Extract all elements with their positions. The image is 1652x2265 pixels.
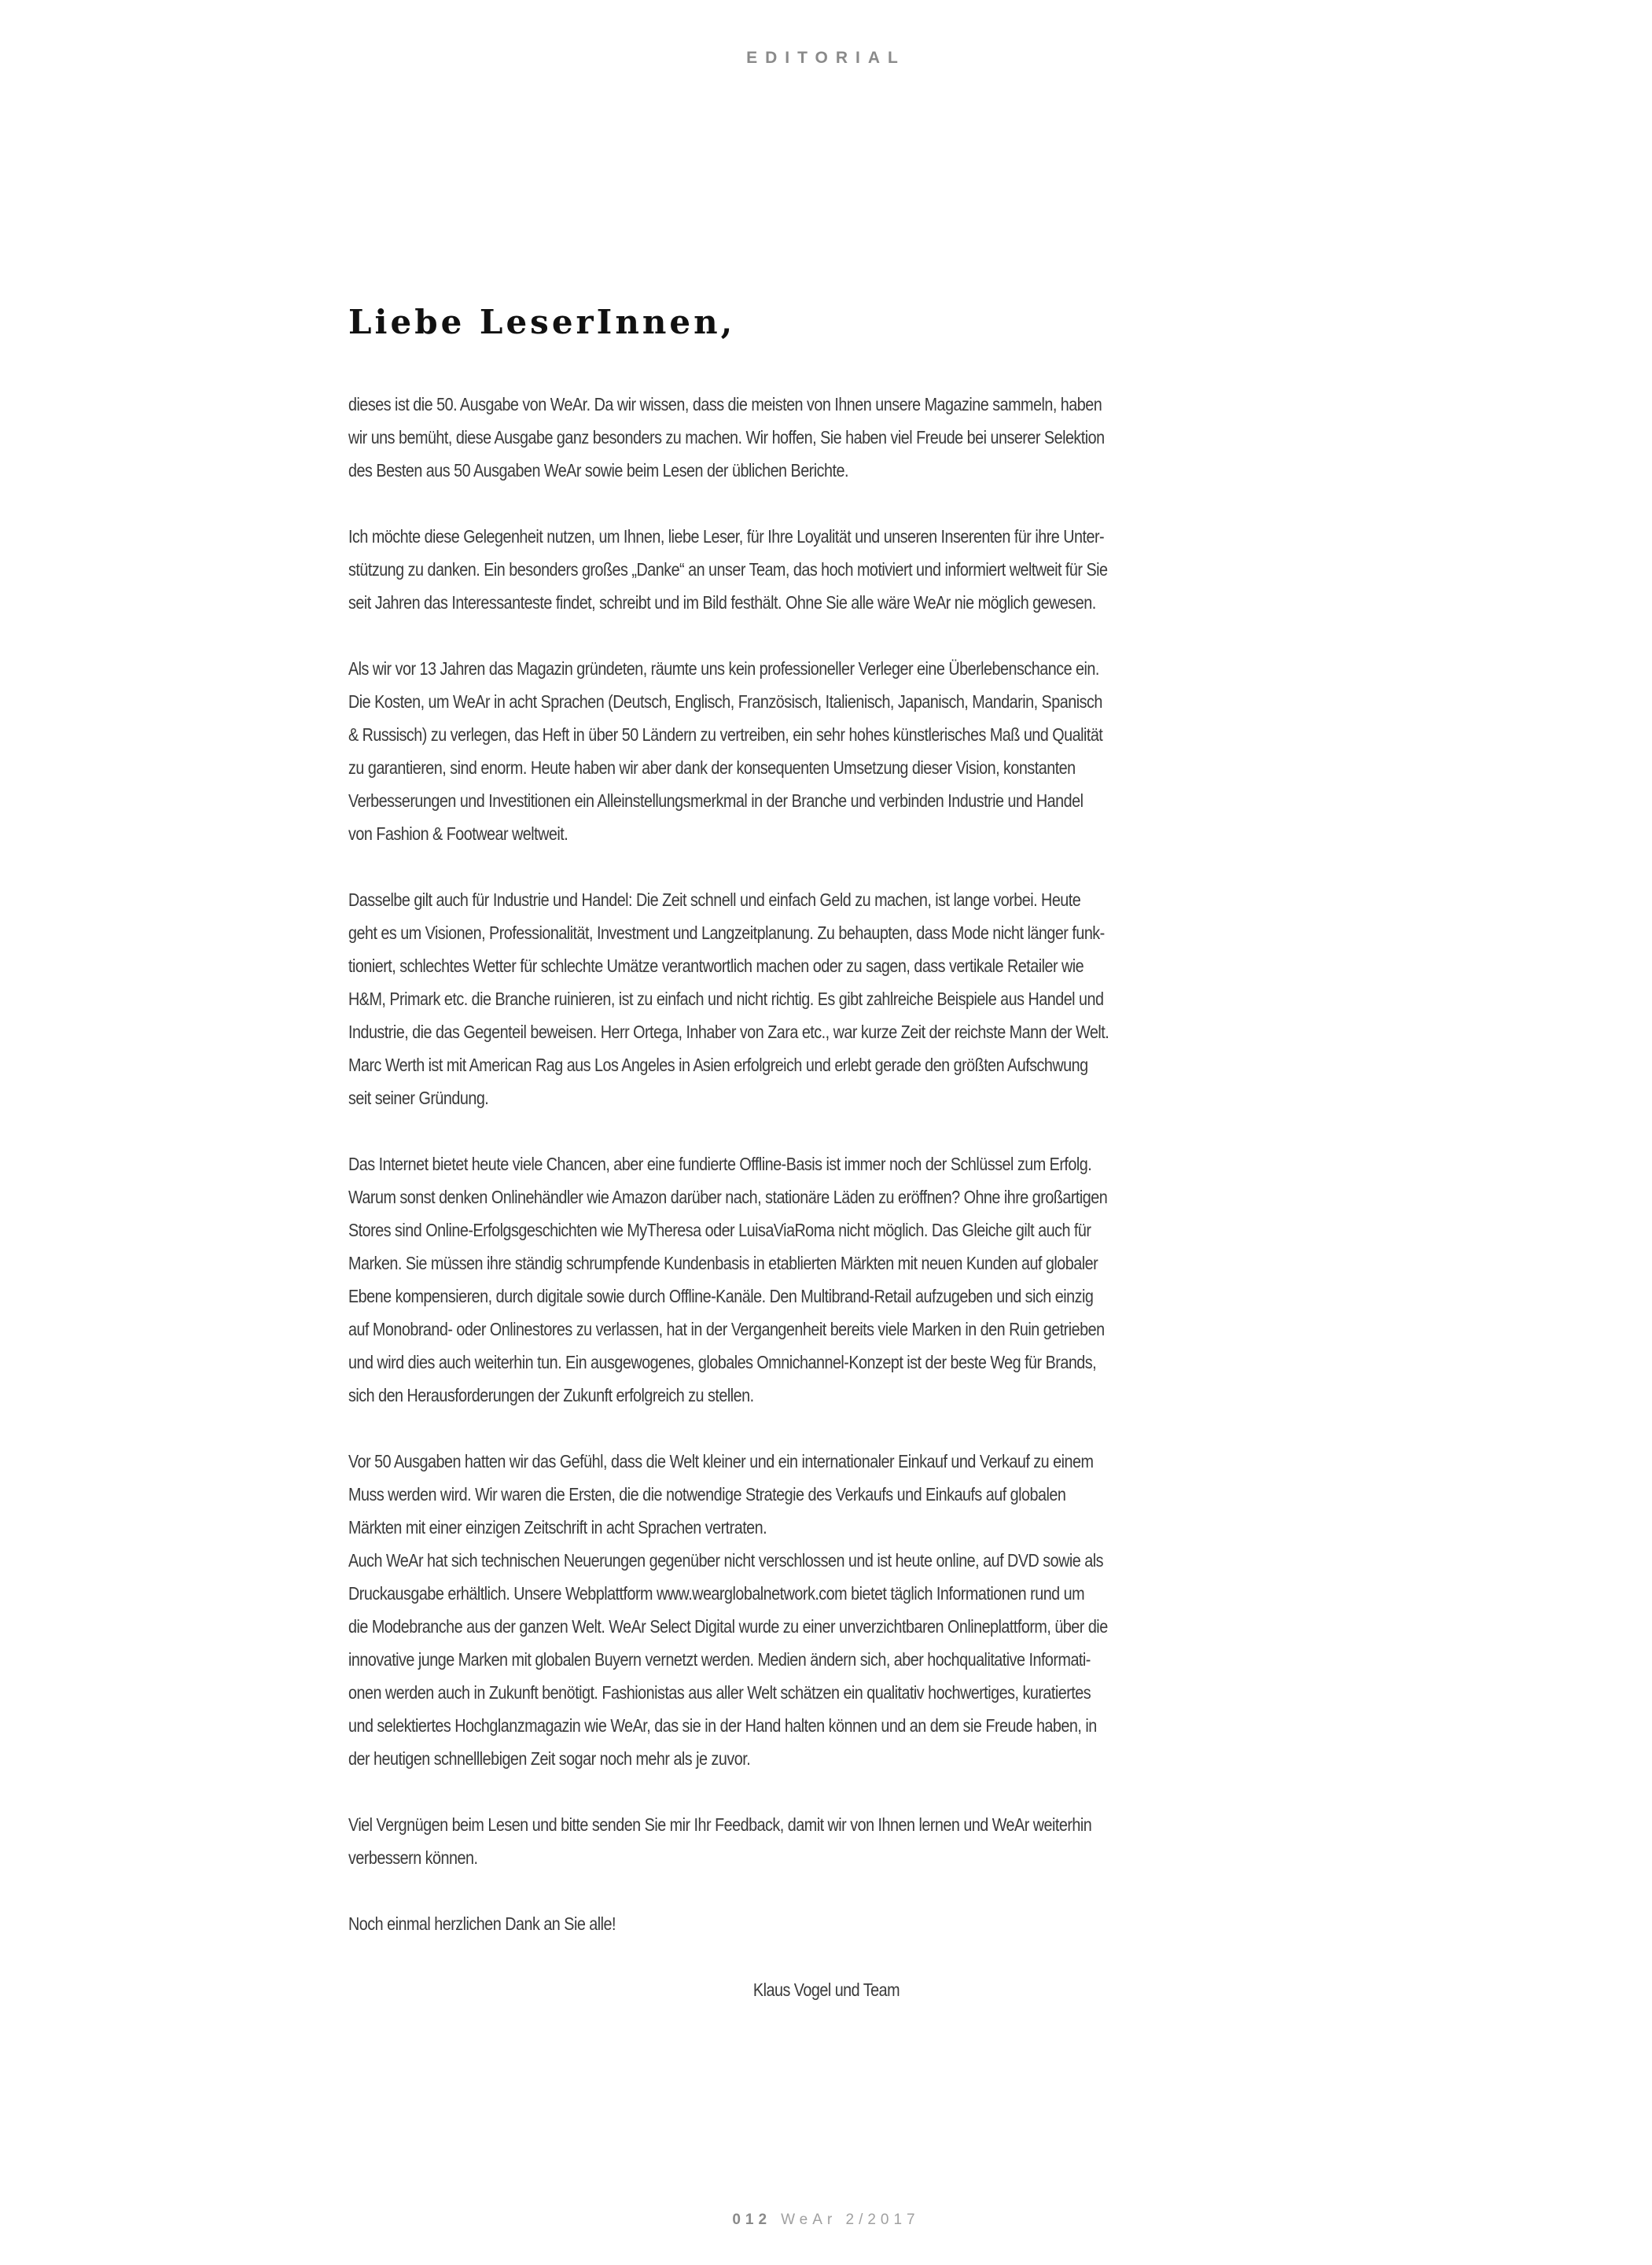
paragraph: [348, 1907, 1304, 1940]
text-line: tioniert, schlechtes Wetter für schlechte Umätze verantwortlich machen oder zu sagen, dass vertikale Retailer wie: [348, 956, 1084, 976]
text-line: Als wir vor 13 Jahren das Magazin gründeten, räumte uns kein professioneller Verleger eine Überlebenschance ein.: [348, 658, 1099, 679]
text-line: Marken. Sie müssen ihre ständig schrumpfende Kundenbasis in etablierten Märkten mit neuen Kunden auf globaler: [348, 1253, 1098, 1273]
paragraph: [348, 520, 1304, 619]
text-line: von Fashion & Footwear weltweit.: [348, 823, 568, 844]
text-line: des Besten aus 50 Ausgaben WeAr sowie beim Lesen der üblichen Berichte.: [348, 460, 848, 481]
text-line: Auch WeAr hat sich technischen Neuerungen gegenüber nicht verschlossen und ist heute online, auf DVD sowie als: [348, 1550, 1103, 1571]
text-line: Märkten mit einer einzigen Zeitschrift in acht Sprachen vertraten.: [348, 1517, 767, 1538]
text-line: Stores sind Online-Erfolgsgeschichten wie MyTheresa oder LuisaViaRoma nicht möglich. Das Gleiche gilt auch für: [348, 1220, 1091, 1240]
text-line: geht es um Visionen, Professionalität, Investment und Langzeitplanung. Zu behaupten, dass Mode nicht länger funk-: [348, 923, 1105, 943]
text-line: und wird dies auch weiterhin tun. Ein ausgewogenes, globales Omnichannel-Konzept ist der beste Weg für Brands,: [348, 1352, 1097, 1372]
text-line: Marc Werth ist mit American Rag aus Los Angeles in Asien erfolgreich und erlebt gerade den größten Aufschwung: [348, 1055, 1088, 1075]
paragraph: [348, 1808, 1304, 1874]
signature: Klaus Vogel und Team: [752, 1980, 900, 2000]
paragraph: [348, 1445, 1304, 1544]
text-line: Industrie, die das Gegenteil beweisen. Herr Ortega, Inhaber von Zara etc., war kurze Zeit der reichste Mann der Welt.: [348, 1022, 1109, 1042]
text-line: Vor 50 Ausgaben hatten wir das Gefühl, dass die Welt kleiner und ein internationaler Einkauf und Verkauf zu einem: [348, 1451, 1094, 1471]
text-line: Verbesserungen und Investitionen ein Alleinstellungsmerkmal in der Branche und verbinden Industrie und Handel: [348, 790, 1084, 811]
text-line: Ebene kompensieren, durch digitale sowie durch Offline-Kanäle. Den Multibrand-Retail aufzugeben und sich einzig: [348, 1286, 1094, 1306]
article-title: Liebe LeserInnen,: [348, 303, 736, 341]
text-line: Noch einmal herzlichen Dank an Sie alle!: [348, 1913, 616, 1934]
text-line: auf Monobrand- oder Onlinestores zu verlassen, hat in der Vergangenheit bereits viele Marken in den Ruin getrieben: [348, 1319, 1105, 1339]
editorial-article: [348, 299, 1304, 2006]
page-footer: [0, 2212, 1652, 2229]
page-number: 012: [732, 2212, 772, 2228]
text-line: seit Jahren das Interessanteste findet, schreibt und im Bild festhält. Ohne Sie alle wäre WeAr nie möglich gewesen.: [348, 592, 1096, 613]
text-line: stützung zu danken. Ein besonders großes „Danke“ an unser Team, das hoch motiviert und informiert weltweit für Sie: [348, 559, 1108, 580]
text-line: Die Kosten, um WeAr in acht Sprachen (Deutsch, Englisch, Französisch, Italienisch, Japanisch, Mandarin, Spanisch: [348, 691, 1102, 712]
text-line: Warum sonst denken Onlinehändler wie Amazon darüber nach, stationäre Läden zu eröffnen? Ohne ihre großartigen: [348, 1187, 1108, 1207]
paragraph: [348, 652, 1304, 850]
text-line: seit seiner Gründung.: [348, 1088, 489, 1108]
text-line: die Modebranche aus der ganzen Welt. WeAr Select Digital wurde zu einer unverzichtbaren Onlineplattform, über die: [348, 1616, 1108, 1637]
paragraph: [348, 388, 1304, 487]
text-line: und selektiertes Hochglanzmagazin wie WeAr, das sie in der Hand halten können und an dem sie Freude haben, in: [348, 1715, 1097, 1736]
text-line: verbessern können.: [348, 1847, 478, 1868]
text-line: wir uns bemüht, diese Ausgabe ganz besonders zu machen. Wir hoffen, Sie haben viel Freude bei unserer Selektion: [348, 427, 1105, 447]
paragraph: [348, 1147, 1304, 1412]
text-line: innovative junge Marken mit globalen Buyern vernetzt werden. Medien ändern sich, aber hochqualitative Informati-: [348, 1649, 1091, 1670]
paragraph: [348, 883, 1304, 1114]
text-line: sich den Herausforderungen der Zukunft erfolgreich zu stellen.: [348, 1385, 754, 1405]
publication-issue: WeAr 2/2017: [781, 2212, 920, 2228]
text-line: Das Internet bietet heute viele Chancen, aber eine fundierte Offline-Basis ist immer noch der Schlüssel zum Erfolg.: [348, 1154, 1092, 1174]
text-line: onen werden auch in Zukunft benötigt. Fashionistas aus aller Welt schätzen ein qualitativ hochwertiges, kuratiertes: [348, 1682, 1091, 1703]
text-line: Dasselbe gilt auch für Industrie und Handel: Die Zeit schnell und einfach Geld zu machen, ist lange vorbei. Heute: [348, 889, 1081, 910]
text-line: zu garantieren, sind enorm. Heute haben wir aber dank der konsequenten Umsetzung dieser Vision, konstanten: [348, 757, 1076, 778]
text-line: Ich möchte diese Gelegenheit nutzen, um Ihnen, liebe Leser, für Ihre Loyalität und unseren Inserenten für ihre Unter-: [348, 526, 1105, 547]
text-line: Druckausgabe erhältlich. Unsere Webplattform www.wearglobalnetwork.com bietet täglich Informationen rund um: [348, 1583, 1085, 1604]
text-line: & Russisch) zu verlegen, das Heft in über 50 Ländern zu vertreiben, ein sehr hohes künstlerisches Maß und Qualität: [348, 724, 1103, 745]
section-label: EDITORIAL: [746, 49, 906, 67]
text-line: der heutigen schnelllebigen Zeit sogar noch mehr als je zuvor.: [348, 1748, 751, 1769]
text-line: Viel Vergnügen beim Lesen und bitte senden Sie mir Ihr Feedback, damit wir von Ihnen lernen und WeAr weiterhin: [348, 1814, 1092, 1835]
text-line: Muss werden wird. Wir waren die Ersten, die die notwendige Strategie des Verkaufs und Einkaufs auf globalen: [348, 1484, 1066, 1504]
text-line: H&M, Primark etc. die Branche ruinieren, ist zu einfach und nicht richtig. Es gibt zahlreiche Beispiele aus Handel und: [348, 989, 1104, 1009]
text-line: dieses ist die 50. Ausgabe von WeAr. Da wir wissen, dass die meisten von Ihnen unsere Magazine sammeln, haben: [348, 394, 1102, 414]
article-body: [348, 388, 1304, 1940]
paragraph: [348, 1544, 1304, 1775]
